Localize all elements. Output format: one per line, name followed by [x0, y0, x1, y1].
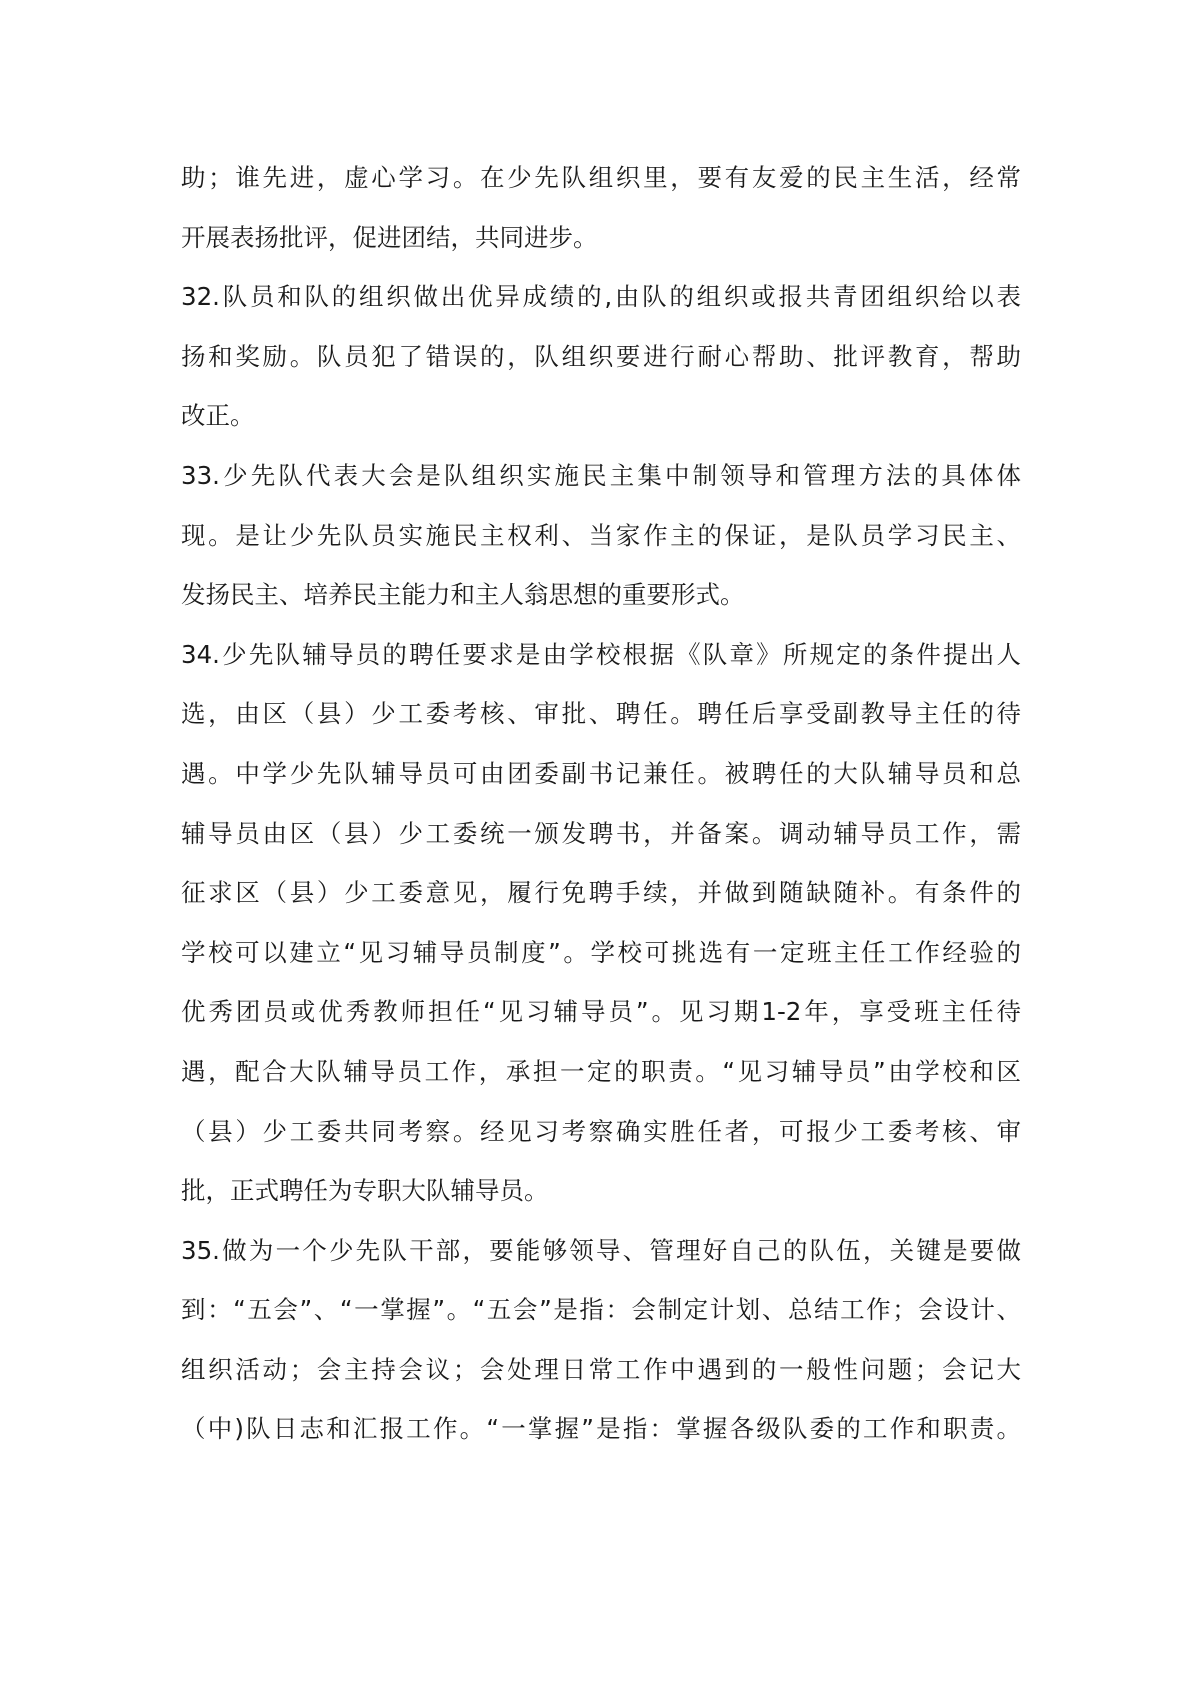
text-line: （中)队日志和汇报工作。“一掌握”是指：掌握各级队委的工作和职责。 — [181, 1414, 1021, 1444]
text-line: 发扬民主、培养民主能力和主人翁思想的重要形式。 — [181, 580, 745, 610]
text-line: 32.队员和队的组织做出优异成绩的,由队的组织或报共青团组织给以表 — [181, 282, 1021, 312]
text-line: 遇。中学少先队辅导员可由团委副书记兼任。被聘任的大队辅导员和总 — [181, 758, 1021, 788]
text-line: 征求区（县）少工委意见，履行免聘手续，并做到随缺随补。有条件的 — [181, 878, 1021, 908]
text-line: 学校可以建立“见习辅导员制度”。学校可挑选有一定班主任工作经验的 — [181, 937, 1021, 967]
text-line: 遇，配合大队辅导员工作，承担一定的职责。“见习辅导员”由学校和区 — [181, 1056, 1021, 1086]
text-line: 33.少先队代表大会是队组织实施民主集中制领导和管理方法的具体体 — [181, 460, 1021, 490]
text-line: 选，由区（县）少工委考核、审批、聘任。聘任后享受副教导主任的待 — [181, 699, 1021, 729]
text-line: 优秀团员或优秀教师担任“见习辅导员”。见习期1-2年，享受班主任待 — [181, 997, 1021, 1027]
text-line: 助；谁先进，虚心学习。在少先队组织里，要有友爱的民主生活，经常 — [181, 163, 1021, 192]
text-line: 组织活动；会主持会议；会处理日常工作中遇到的一般性问题；会记大 — [181, 1354, 1021, 1384]
text-line: 开展表扬批评，促进团结，共同进步。 — [181, 222, 598, 252]
text-line: 批，正式聘任为专职大队辅导员。 — [181, 1176, 549, 1206]
text-line: 到：“五会”、“一掌握”。“五会”是指：会制定计划、总结工作；会设计、 — [181, 1295, 1021, 1325]
text-line: （县）少工委共同考察。经见习考察确实胜任者，可报少工委考核、审 — [181, 1116, 1021, 1146]
text-line: 现。是让少先队员实施民主权利、当家作主的保证，是队员学习民主、 — [181, 520, 1021, 550]
text-line: 34.少先队辅导员的聘任要求是由学校根据《队章》所规定的条件提出人 — [181, 639, 1021, 669]
document-body — [181, 148, 1021, 1459]
text-line: 35.做为一个少先队干部，要能够领导、管理好自己的队伍，关键是要做 — [181, 1235, 1021, 1265]
text-line: 改正。 — [181, 401, 255, 431]
text-line: 扬和奖励。队员犯了错误的，队组织要进行耐心帮助、批评教育，帮助 — [181, 341, 1021, 371]
text-line: 辅导员由区（县）少工委统一颁发聘书，并备案。调动辅导员工作，需 — [181, 818, 1021, 848]
